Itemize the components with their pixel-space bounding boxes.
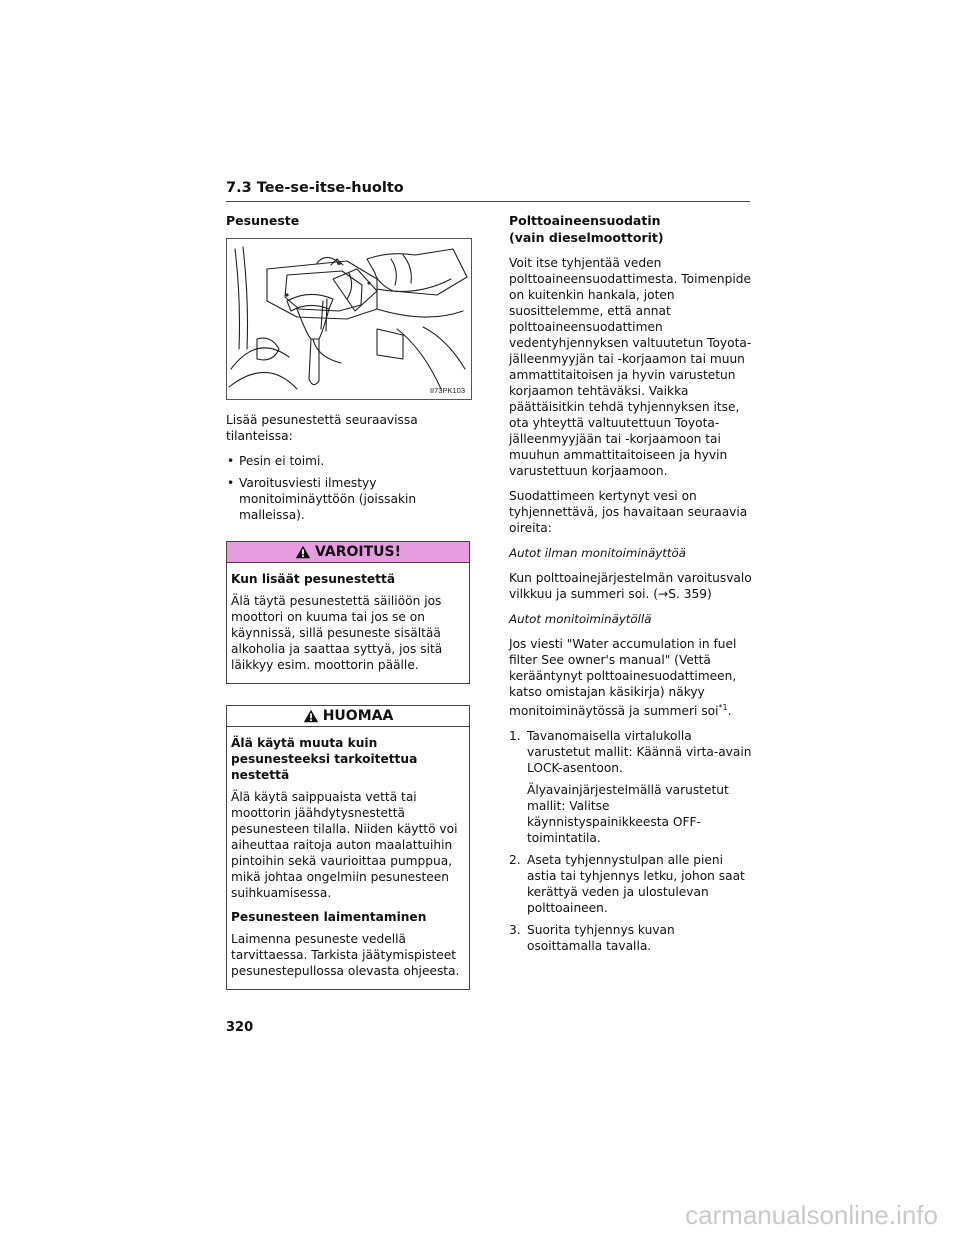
- step-number: 2.: [509, 853, 521, 868]
- step-text: Tavanomaisella virtalukolla varustetut mallit: Käännä virta-avain LOCK-asentoon.: [527, 729, 752, 776]
- notice-box-header: [227, 706, 469, 727]
- step-text: Suorita tyhjennys kuvan osoittamalla tavalla.: [527, 923, 675, 954]
- list-item: • Pesin ei toimi.: [226, 453, 470, 469]
- fuel-filter-title-line1: Polttoaineensuodatin: [509, 213, 661, 228]
- step-text: Aseta tyhjennystulpan alle pieni astia tai tyhjennys letku, johon saat kerättyä veden ja ulostulevan polttoaineen.: [527, 853, 745, 916]
- fuel-filter-para-3: Kun polttoainejärjestelmän varoitusvalo vilkkuu ja summeri soi. (→S. 359): [509, 571, 752, 601]
- figure-label: II73PK103: [429, 386, 465, 395]
- caution-triangle-icon: [303, 709, 319, 723]
- warning-box-header: [227, 542, 469, 563]
- step-number: 1.: [509, 729, 521, 744]
- right-column: [509, 212, 753, 960]
- warning-box-body: [227, 563, 469, 683]
- warning-box: [226, 541, 470, 684]
- washer-fluid-illustration: [226, 238, 472, 400]
- notice-heading-1: Älä käytä muuta kuin pesunesteeksi tarkoitettua nestettä: [231, 736, 418, 782]
- notice-box-body: [227, 727, 469, 989]
- para-4-end: .: [727, 704, 732, 719]
- fuel-filter-title: [509, 212, 753, 246]
- fuel-filter-para-4: [509, 636, 753, 719]
- subheading-with-display: Autot monitoiminäytöllä: [509, 612, 652, 626]
- washer-conditions-list: [226, 453, 470, 523]
- notice-box: [226, 705, 470, 990]
- drain-steps-list: [509, 728, 753, 954]
- washer-fluid-title: Pesuneste: [226, 213, 300, 228]
- watermark: carmanualsonline.info: [685, 1200, 938, 1230]
- warning-triangle-icon: [295, 545, 311, 559]
- notice-heading-2: Pesunesteen laimentaminen: [231, 910, 427, 924]
- fuel-filter-para-2: Suodattimeen kertynyt vesi on tyhjennettävä, jos havaitaan seuraavia oireita:: [509, 489, 748, 535]
- notice-text-2: Laimenna pesuneste vedellä tarvittaessa. Tarkista jäätymispisteet pesunestepullossa olevasta ohjeesta.: [231, 932, 460, 978]
- list-item: [509, 922, 753, 954]
- engine-bay-drawing: [227, 239, 471, 399]
- fuel-filter-title-line2: (vain dieselmoottorit): [509, 230, 664, 245]
- step-subtext: Älyavainjärjestelmällä varustetut mallit: Valitse käynnistyspainikkeesta OFF-toimintatila.: [527, 783, 729, 846]
- left-column: [226, 212, 470, 990]
- washer-intro: Lisää pesunestettä seuraavissa tilanteissa:: [226, 413, 418, 443]
- fuel-filter-para-1: Voit itse tyhjentää veden polttoaineensuodattimesta. Toimenpide on kuitenkin hankala, joten suosittelemme, että annat polttoaineensuodattimen vedentyhjennyksen valtuutetun Toyota-jälleenmyyjän tai -korjaamon tai muun ammattitaitoisen ja hyvin varustetun korjaamon tehtäväksi. Vaikka päättäisitkin tehdä tyhjennyksen itse, ota yhteyttä valtuutettuun Toyota-jälleenmyyjään tai -korjaamoon tai muuhun ammattitaitoiseen ja hyvin varustettuun korjaamoon.: [509, 256, 752, 478]
- warning-heading: Kun lisäät pesunestettä: [231, 572, 396, 586]
- footnote-marker: *1: [718, 703, 728, 712]
- step-number: 3.: [509, 923, 521, 938]
- warning-text: Älä täytä pesunestettä säiliöön jos moottori on kuuma tai jos se on käynnissä, sillä pesuneste sisältää alkoholia ja saattaa syttyä, jos sitä läikkyy esim. moottorin päälle.: [231, 594, 443, 672]
- list-item: [509, 728, 753, 846]
- section-header: 7.3 Tee-se-itse-huolto: [226, 180, 750, 202]
- notice-title: HUOMAA: [322, 708, 394, 724]
- warning-title: VAROITUS!: [315, 544, 401, 560]
- notice-text-1: Älä käytä saippuaista vettä tai moottorin jäähdytysnestettä pesunesteen tilalla. Niiden käyttö voi aiheuttaa raitoja auton maalattuihin pintoihin sekä vaurioittaa pumppua, mikä johtaa ongelmiin pesunesteen suihkuamisessa.: [231, 790, 458, 900]
- list-item: • Varoitusviesti ilmestyy monitoiminäyttöön (joissakin malleissa).: [226, 475, 470, 523]
- para-4-text: Jos viesti "Water accumulation in fuel filter See owner's manual" (Vettä kerääntynyt polttoainesuodattimeen, katso omistajan käsikirja) näkyy monitoiminäytössä ja summeri soi: [509, 637, 737, 719]
- subheading-no-display: Autot ilman monitoiminäyttöä: [509, 546, 687, 560]
- page-number: 320: [226, 1020, 254, 1035]
- list-item: [509, 852, 753, 916]
